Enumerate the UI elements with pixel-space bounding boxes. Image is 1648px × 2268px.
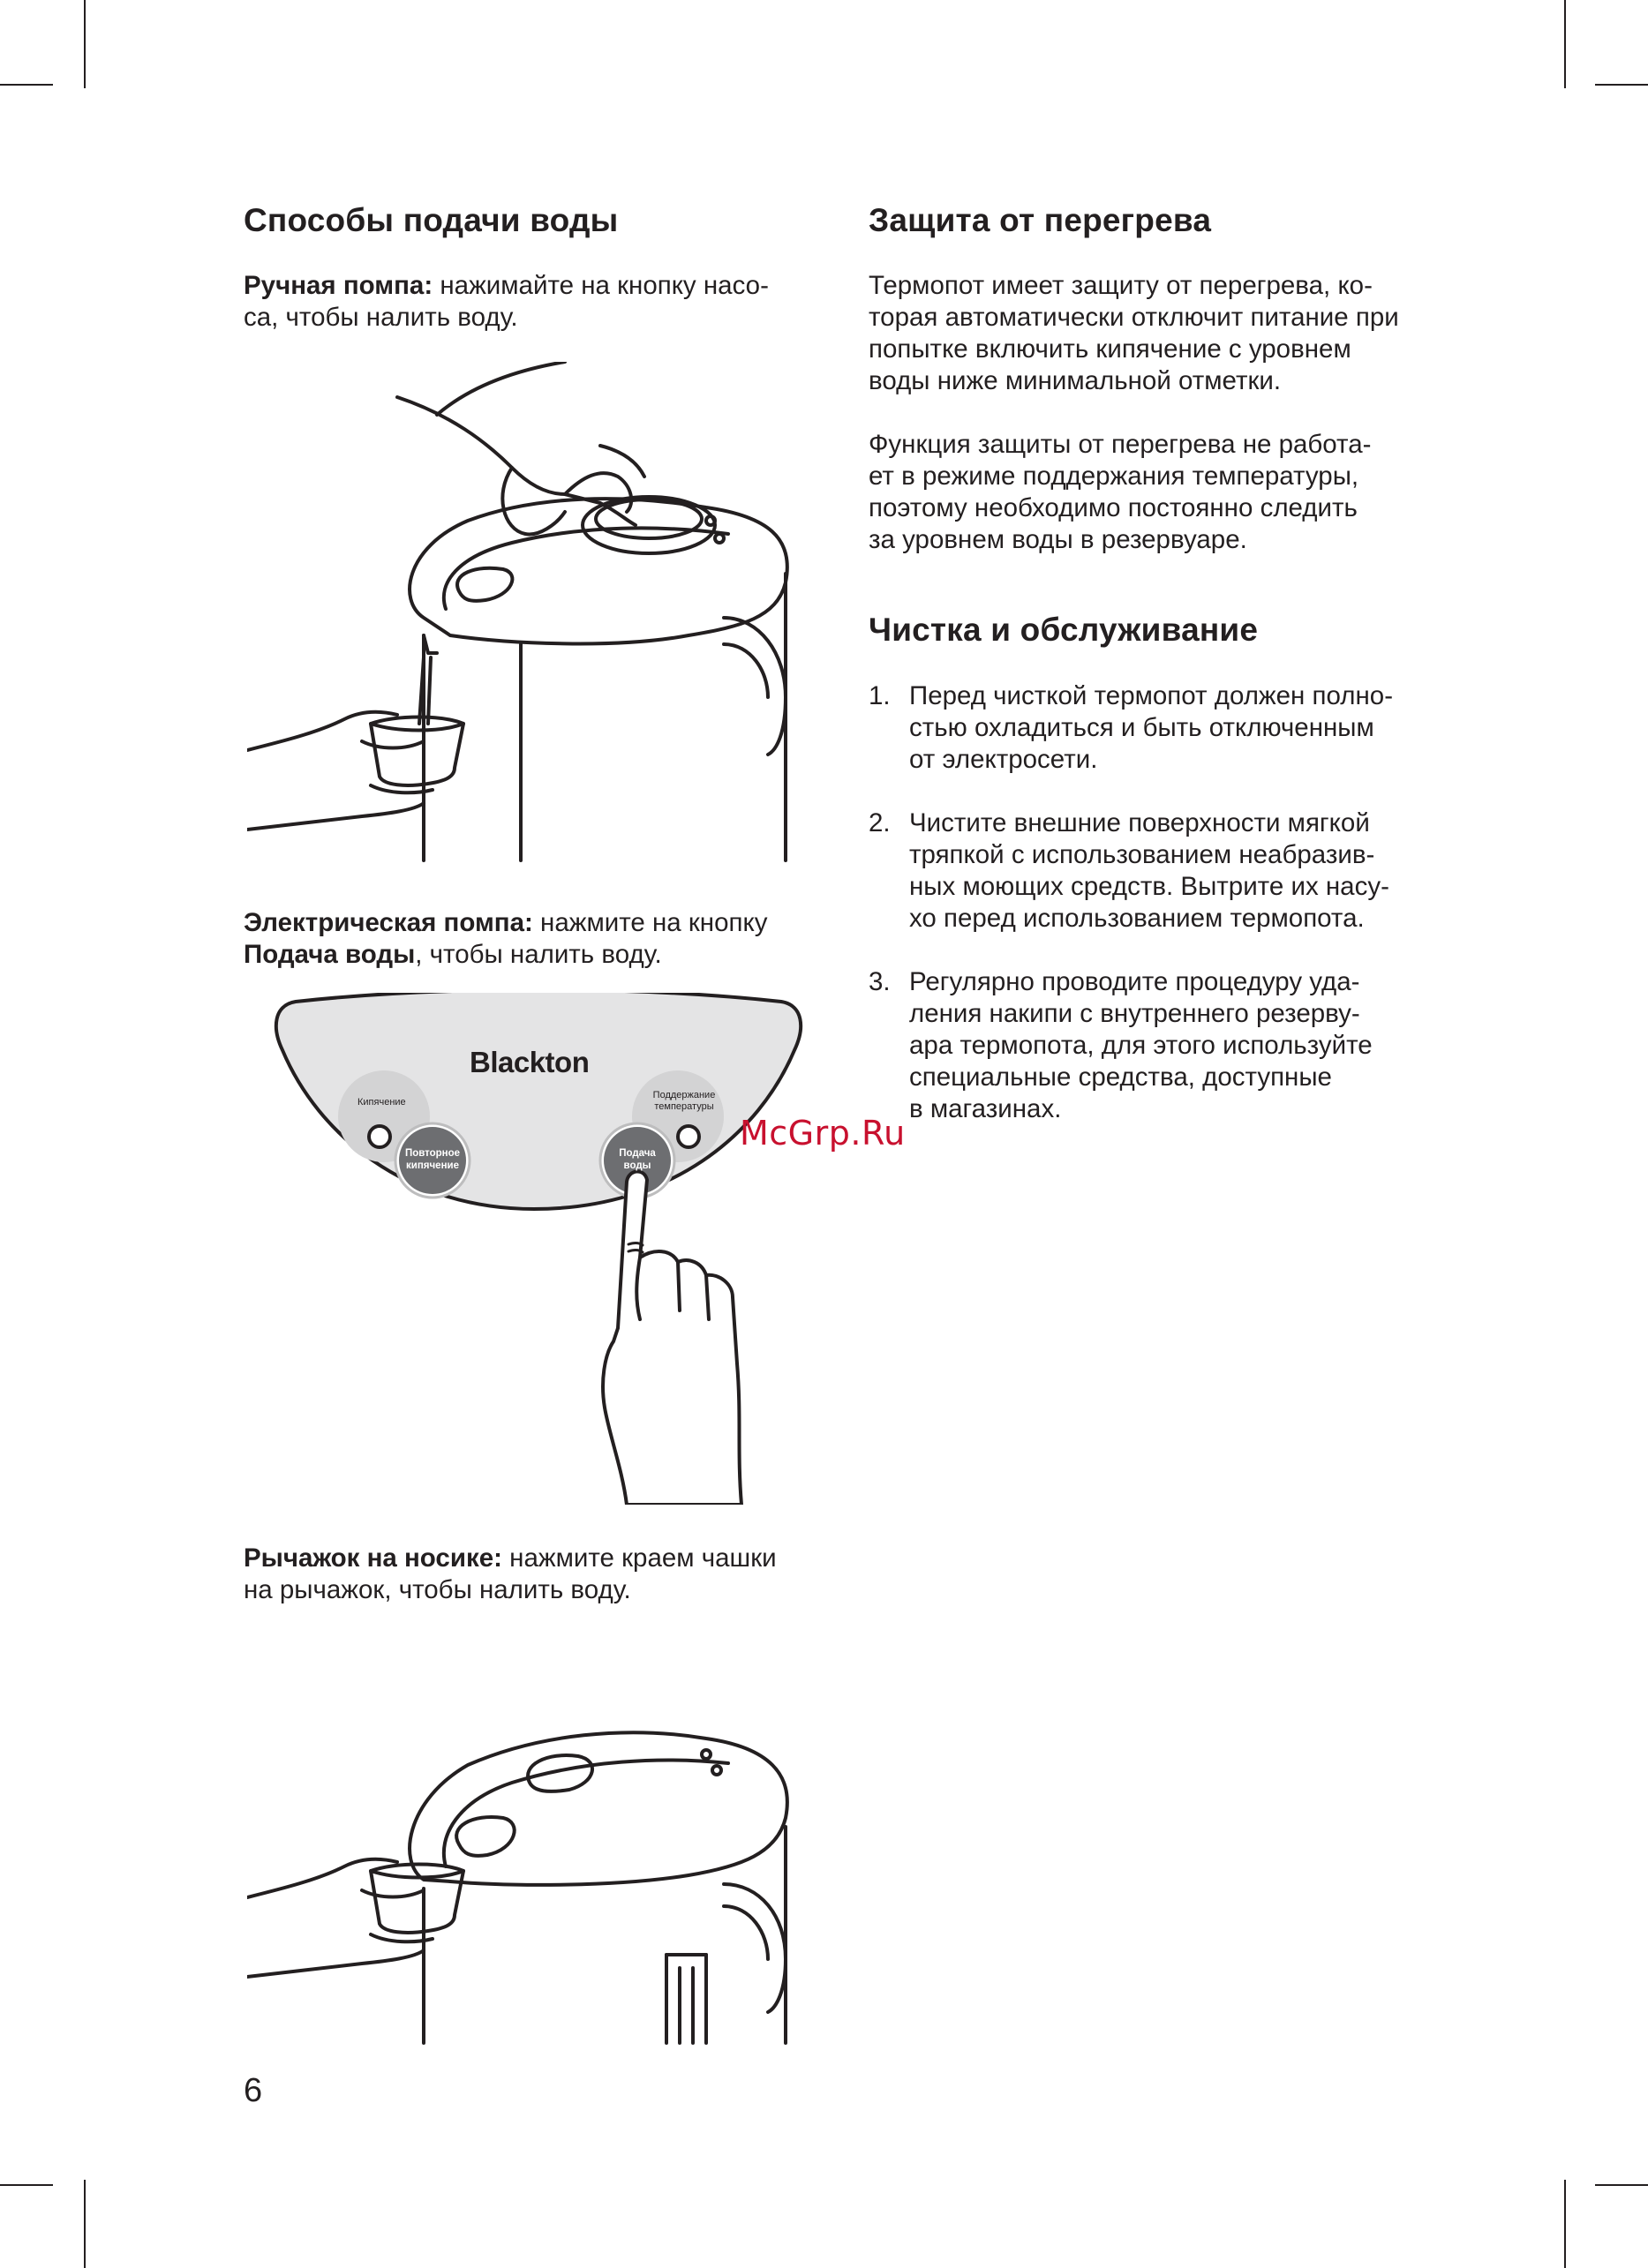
crop-mark xyxy=(0,84,53,86)
manual-pump-paragraph: Ручная помпа: нажимайте на кнопку насо- са, чтобы налить воду. xyxy=(244,271,769,333)
crop-mark xyxy=(0,2184,53,2186)
dispense-water-label: Подача воды xyxy=(244,940,416,969)
crop-mark xyxy=(1595,2184,1648,2186)
spout-lever-illustration xyxy=(247,1659,812,2047)
list-item: 3. Регулярно проводите процедуру уда- ления накипи с внутреннего резерву- ара термопота, для этого используйте специальные средства, доступные в магазинах. xyxy=(869,966,1373,1123)
cleaning-list xyxy=(869,680,1469,1125)
keep-warm-indicator-label: Поддержание температуры xyxy=(652,1090,716,1112)
overheat-paragraph-2: Функция защиты от перегрева не работа- ет в режиме поддержания температуры, поэтому необходимо постоянно следить за уровнем воды в резервуаре. xyxy=(869,430,1372,555)
electric-pump-label: Электрическая помпа: xyxy=(244,908,533,937)
overheat-paragraph-1: Термопот имеет защиту от перегрева, ко- торая автоматически отключит питание при попытке включить кипячение с уровнем воды ниже минимальной отметки. xyxy=(869,271,1399,396)
manual-pump-label: Ручная помпа: xyxy=(244,271,433,301)
crop-mark xyxy=(84,2180,86,2268)
reboil-button[interactable]: Повторное кипячение xyxy=(404,1148,461,1171)
list-item: 1. Перед чисткой термопот должен полно- стью охладиться и быть отключенным от электросети. xyxy=(869,680,1394,774)
list-item: 2. Чистите внешние поверхности мягкой тряпкой с использованием неабразив- ных моющих средств. Вытрите их насу- хо перед использованием термопота. xyxy=(869,807,1389,933)
brand-logo: Blackton xyxy=(470,1046,590,1078)
crop-mark xyxy=(1564,0,1566,88)
section-heading-overheat-protection: Защита от перегрева xyxy=(869,202,1212,238)
lever-label: Рычажок на носике: xyxy=(244,1543,502,1573)
electric-pump-paragraph: Электрическая помпа: нажмите на кнопку Подача воды, чтобы налить воду. xyxy=(244,908,768,969)
crop-mark xyxy=(1595,84,1648,86)
lever-paragraph: Рычажок на носике: нажмите краем чашки на рычажок, чтобы налить воду. xyxy=(244,1543,777,1604)
section-heading-cleaning: Чистка и обслуживание xyxy=(869,612,1259,649)
boil-indicator-label: Кипячение xyxy=(357,1097,406,1108)
crop-mark xyxy=(84,0,86,88)
right-column xyxy=(869,201,1469,1125)
crop-mark xyxy=(1564,2180,1566,2268)
electric-pump-block xyxy=(244,907,844,971)
manual-pump-illustration xyxy=(247,362,812,865)
left-column xyxy=(244,201,826,334)
lever-block xyxy=(244,1543,844,1606)
dispense-water-button[interactable]: Подача воды xyxy=(619,1148,656,1171)
control-panel-illustration xyxy=(265,993,812,1505)
section-heading-water-supply: Способы подачи воды xyxy=(244,202,619,238)
watermark: McGrp.Ru xyxy=(740,1114,906,1153)
page-number: 6 xyxy=(244,2072,263,2109)
